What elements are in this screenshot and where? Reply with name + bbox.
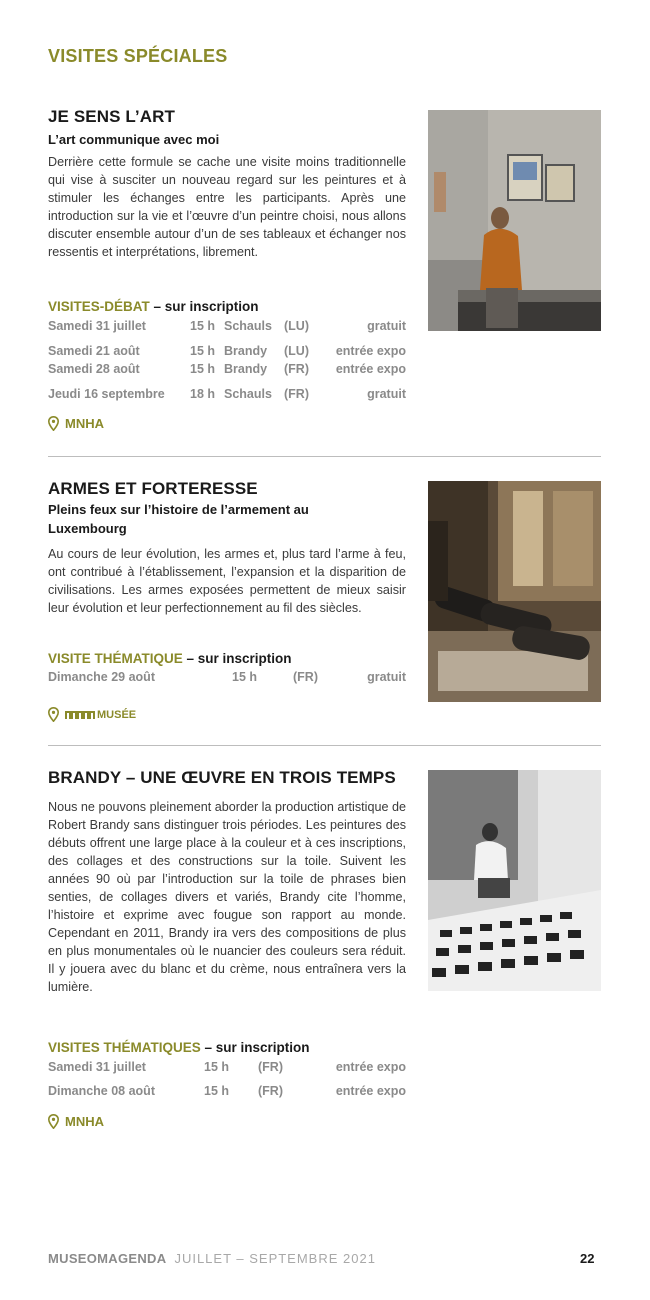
schedule-row xyxy=(48,387,406,403)
schedule-row xyxy=(48,670,406,686)
schedule-lang: (FR) xyxy=(284,387,309,401)
schedule-date: Samedi 21 août xyxy=(48,344,140,358)
schedule-time: 15 h xyxy=(190,344,216,358)
footer-brand-name: MUSEOMAGENDA xyxy=(48,1251,167,1266)
schedule-guide: Brandy xyxy=(224,362,268,376)
visit-type: VISITES-DÉBAT xyxy=(48,299,150,314)
schedule-lang: (FR) xyxy=(284,362,309,376)
schedule-time: 18 h xyxy=(190,387,216,401)
museum-logo-mark xyxy=(65,710,95,720)
schedule-guide: Brandy xyxy=(224,344,268,358)
location-pin-icon xyxy=(48,707,59,722)
article-3-location xyxy=(48,1114,104,1129)
schedule-guide: Schauls xyxy=(224,387,272,401)
footer-period: JUILLET – SEPTEMBRE 2021 xyxy=(174,1251,376,1266)
schedule-time: 15 h xyxy=(204,1084,230,1098)
schedule-date: Dimanche 08 août xyxy=(48,1084,155,1098)
schedule-time: 15 h xyxy=(232,670,258,684)
footer-brand xyxy=(48,1251,376,1266)
schedule-date: Jeudi 16 septembre xyxy=(48,387,165,401)
visit-note: – sur inscription xyxy=(200,1040,310,1055)
article-3-body: Nous ne pouvons pleinement aborder la production artistique de Robert Brandy sans distinguer trois périodes. Les peintures des débuts offrent une large place à la couleur et à ces inscriptions, des collages et des constructions sur la toile. Suivent les années 90 où par l’introduction sur la toile de phrases bien senties, de collages divers et variés, Brandy cite l’homme, l’histoire et exprime avec fougue son rapport au monde. Cependant en 2011, Brandy ira vers des compositions de plus en plus monumentales où le nuancier des couleurs sera réduit. Il y jouera avec du blanc et du crème, nous entraînera vers la lumière. xyxy=(48,800,406,994)
museum-logo-mnha: MNHA xyxy=(65,416,104,431)
schedule-price: entrée expo xyxy=(335,344,406,358)
section-divider xyxy=(48,745,601,746)
article-1-location xyxy=(48,416,104,431)
schedule-lang: (FR) xyxy=(258,1084,283,1098)
schedule-guide: Schauls xyxy=(224,319,272,333)
schedule-price: gratuit xyxy=(367,319,406,333)
section-title: VISITES SPÉCIALES xyxy=(48,46,228,66)
museum-logo-mnha: MNHA xyxy=(65,1114,104,1129)
article-2-subtitle: Pleins feux sur l’histoire de l’armement au Luxembourg xyxy=(48,502,309,536)
article-2-title: ARMES ET FORTERESSE xyxy=(48,479,258,498)
article-3-visit-heading xyxy=(48,1040,310,1055)
schedule-time: 15 h xyxy=(204,1060,230,1074)
article-2-body: Au cours de leur évolution, les armes et, plus tard l’arme à feu, ont contribué à l’établissement, l’expansion et la disparition de civilisations. Les armes exposées permettent de mieux saisir leur évolution et leur perfectionnement au fil des siècles. xyxy=(48,547,406,615)
schedule-lang: (LU) xyxy=(284,319,309,333)
article-2-location xyxy=(48,707,136,722)
schedule-row xyxy=(48,1084,406,1100)
schedule-date: Dimanche 29 août xyxy=(48,670,155,684)
photo-visitor-gallery xyxy=(428,110,601,331)
section-divider xyxy=(48,456,601,457)
schedule-price: gratuit xyxy=(367,387,406,401)
location-pin-icon xyxy=(48,416,59,431)
schedule-price: gratuit xyxy=(367,670,406,684)
photo-artist-studio xyxy=(428,770,601,991)
schedule-row xyxy=(48,344,406,360)
article-3-title: BRANDY – UNE ŒUVRE EN TROIS TEMPS xyxy=(48,768,396,787)
schedule-time: 15 h xyxy=(190,319,216,333)
visit-note: – sur inscription xyxy=(182,651,292,666)
schedule-date: Samedi 31 juillet xyxy=(48,1060,146,1074)
schedule-price: entrée expo xyxy=(335,1084,406,1098)
schedule-lang: (FR) xyxy=(258,1060,283,1074)
schedule-date: Samedi 31 juillet xyxy=(48,319,146,333)
schedule-lang: (FR) xyxy=(293,670,318,684)
photo-cannons xyxy=(428,481,601,702)
visit-type: VISITE THÉMATIQUE xyxy=(48,651,183,666)
schedule-row xyxy=(48,362,406,378)
article-1-title: JE SENS L’ART xyxy=(48,107,175,126)
schedule-lang: (LU) xyxy=(284,344,309,358)
museum-logo-text: MUSÉE xyxy=(97,708,137,721)
schedule-price: entrée expo xyxy=(335,1060,406,1074)
visit-note: – sur inscription xyxy=(149,299,259,314)
article-1-subtitle: L’art communique avec moi xyxy=(48,132,220,147)
schedule-row xyxy=(48,1060,406,1076)
schedule-time: 15 h xyxy=(190,362,216,376)
page-number: 22 xyxy=(580,1251,595,1266)
schedule-price: entrée expo xyxy=(335,362,406,376)
article-2-visit-heading xyxy=(48,651,292,666)
schedule-date: Samedi 28 août xyxy=(48,362,140,376)
article-1-body: Derrière cette formule se cache une visite moins traditionnelle qui vise à susciter un nouveau regard sur les peintures et à stimuler les échanges entre les participants. Après une introduction sur la vie et l’œuvre d’un peintre choisi, nous allons discuter ensemble autour d’un de ses tableaux et échanger nos ressentis et interprétations, librement. xyxy=(48,155,406,259)
article-1-visit-heading xyxy=(48,299,259,314)
location-pin-icon xyxy=(48,1114,59,1129)
visit-type: VISITES THÉMATIQUES xyxy=(48,1040,201,1055)
schedule-row xyxy=(48,319,406,335)
